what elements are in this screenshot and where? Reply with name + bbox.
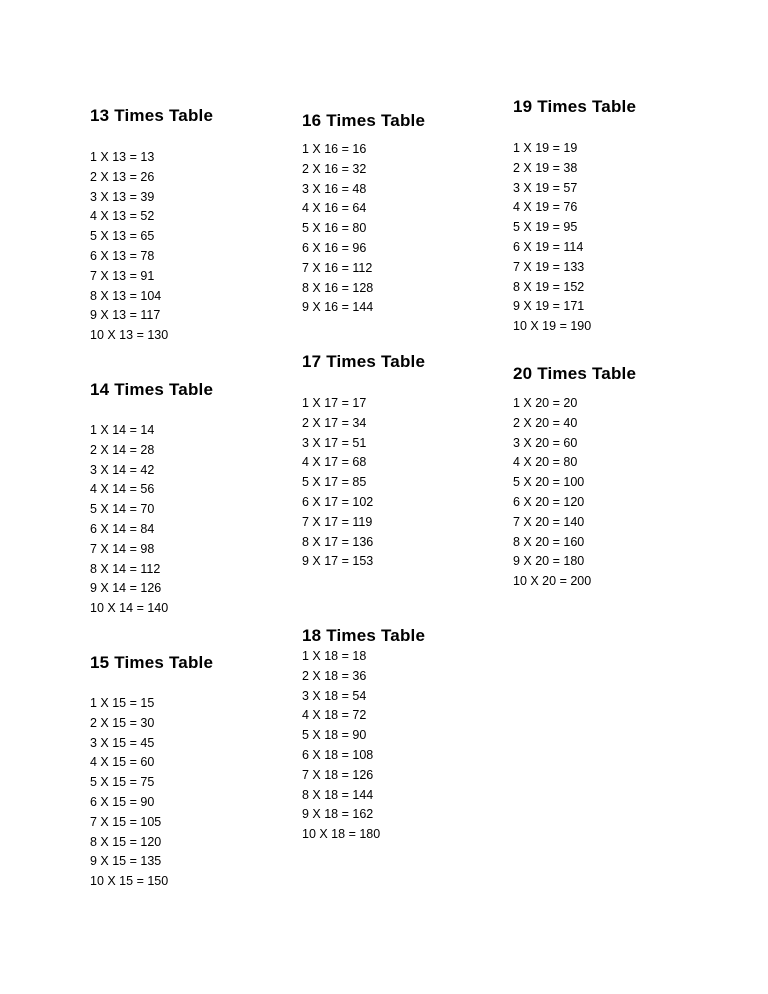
table-line: 8 X 20 = 160 (513, 534, 585, 549)
table-title: 17 Times Table (302, 352, 426, 371)
table-line: 4 X 14 = 56 (90, 482, 155, 497)
table-lines (302, 140, 373, 318)
table-title: 14 Times Table (90, 380, 214, 399)
table-line: 10 X 19 = 190 (513, 319, 592, 334)
table-title: 16 Times Table (302, 111, 426, 130)
table-title: 19 Times Table (513, 97, 637, 116)
table-line: 2 X 14 = 28 (90, 442, 155, 457)
table-line: 1 X 20 = 20 (513, 396, 578, 410)
table-line: 2 X 19 = 38 (513, 160, 578, 175)
table-line: 9 X 13 = 117 (90, 308, 161, 323)
table-lines (90, 694, 168, 892)
table-line: 8 X 14 = 112 (90, 561, 161, 576)
table-line: 9 X 14 = 126 (90, 581, 162, 596)
table-line: 7 X 14 = 98 (90, 541, 155, 556)
table-lines (302, 647, 380, 845)
table-line: 10 X 18 = 180 (302, 827, 381, 842)
table-line: 9 X 19 = 171 (513, 299, 585, 314)
table-line: 10 X 14 = 140 (90, 601, 169, 616)
table-title: 18 Times Table (302, 626, 426, 645)
table-line: 4 X 18 = 72 (302, 708, 367, 723)
table-line: 8 X 15 = 120 (90, 834, 162, 849)
table-line: 1 X 17 = 17 (302, 396, 367, 410)
table-line: 8 X 18 = 144 (302, 787, 374, 802)
table-line: 4 X 17 = 68 (302, 455, 367, 470)
table-line: 1 X 16 = 16 (302, 142, 367, 156)
table-line: 6 X 16 = 96 (302, 240, 367, 255)
table-line: 7 X 13 = 91 (90, 268, 155, 283)
table-line: 6 X 20 = 120 (513, 494, 585, 509)
table-line: 9 X 16 = 144 (302, 300, 374, 315)
table-line: 3 X 19 = 57 (513, 180, 578, 195)
table-line: 8 X 16 = 128 (302, 280, 374, 295)
table-line: 5 X 15 = 75 (90, 775, 155, 790)
table-line: 8 X 19 = 152 (513, 279, 585, 294)
table-title: 15 Times Table (90, 653, 214, 672)
table-line: 3 X 18 = 54 (302, 688, 367, 703)
table-line: 10 X 15 = 150 (90, 874, 169, 889)
table-line: 4 X 13 = 52 (90, 209, 155, 224)
table-line: 2 X 20 = 40 (513, 415, 578, 430)
table-line: 6 X 14 = 84 (90, 521, 155, 536)
table-line: 3 X 13 = 39 (90, 189, 155, 204)
table-line: 1 X 14 = 14 (90, 423, 155, 437)
table-line: 7 X 16 = 112 (302, 260, 373, 275)
table-line: 8 X 13 = 104 (90, 288, 162, 303)
table-lines (90, 421, 168, 619)
table-line: 3 X 15 = 45 (90, 735, 155, 750)
table-line: 7 X 18 = 126 (302, 767, 374, 782)
table-line: 5 X 14 = 70 (90, 502, 155, 517)
table-line: 6 X 18 = 108 (302, 747, 374, 762)
table-line: 1 X 19 = 19 (513, 141, 578, 155)
table-line: 2 X 16 = 32 (302, 161, 367, 176)
table-lines (513, 139, 591, 337)
table-line: 5 X 13 = 65 (90, 229, 155, 244)
table-line: 9 X 15 = 135 (90, 854, 162, 869)
table-line: 10 X 20 = 200 (513, 574, 592, 589)
table-line: 9 X 18 = 162 (302, 807, 374, 822)
table-line: 8 X 17 = 136 (302, 534, 374, 549)
table-line: 2 X 13 = 26 (90, 169, 155, 184)
table-lines (513, 394, 591, 592)
table-line: 9 X 20 = 180 (513, 554, 585, 569)
table-line: 1 X 15 = 15 (90, 696, 155, 710)
table-line: 7 X 19 = 133 (513, 259, 585, 274)
table-line: 7 X 17 = 119 (302, 514, 373, 529)
table-line: 2 X 15 = 30 (90, 715, 155, 730)
table-line: 9 X 17 = 153 (302, 554, 374, 569)
table-lines (302, 394, 373, 572)
table-line: 3 X 16 = 48 (302, 181, 367, 196)
table-line: 5 X 17 = 85 (302, 475, 367, 490)
table-line: 4 X 19 = 76 (513, 200, 578, 215)
table-line: 6 X 13 = 78 (90, 248, 155, 263)
table-line: 6 X 17 = 102 (302, 494, 374, 509)
table-line: 5 X 19 = 95 (513, 220, 578, 235)
table-line: 4 X 16 = 64 (302, 201, 367, 216)
table-title: 13 Times Table (90, 106, 214, 125)
table-line: 3 X 20 = 60 (513, 435, 578, 450)
table-line: 6 X 19 = 114 (513, 239, 584, 254)
table-line: 5 X 16 = 80 (302, 221, 367, 236)
table-line: 5 X 20 = 100 (513, 475, 585, 490)
table-title: 20 Times Table (513, 364, 637, 383)
table-line: 7 X 15 = 105 (90, 814, 162, 829)
table-line: 2 X 17 = 34 (302, 415, 367, 430)
table-line: 4 X 20 = 80 (513, 455, 578, 470)
table-line: 1 X 13 = 13 (90, 150, 155, 164)
table-line: 2 X 18 = 36 (302, 668, 367, 683)
table-line: 5 X 18 = 90 (302, 728, 367, 743)
table-line: 1 X 18 = 18 (302, 649, 367, 663)
table-line: 10 X 13 = 130 (90, 328, 169, 343)
table-line: 7 X 20 = 140 (513, 514, 585, 529)
table-line: 3 X 17 = 51 (302, 435, 367, 450)
table-line: 6 X 15 = 90 (90, 794, 155, 809)
table-line: 4 X 15 = 60 (90, 755, 155, 770)
table-line: 3 X 14 = 42 (90, 462, 155, 477)
table-lines (90, 148, 168, 346)
